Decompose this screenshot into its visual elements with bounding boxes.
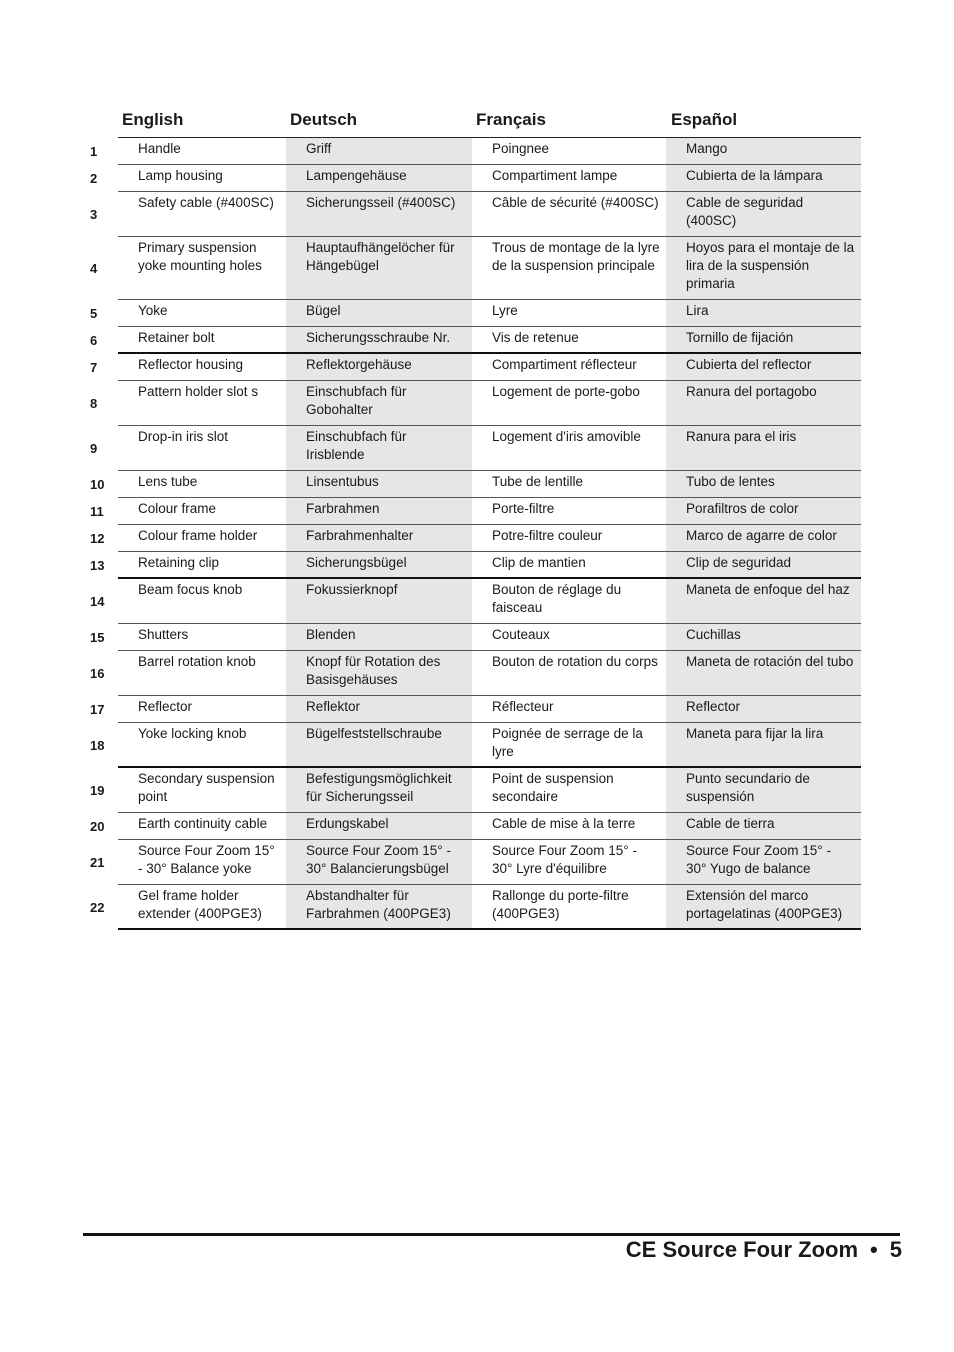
row-number: 21: [90, 855, 105, 870]
row-number: 9: [90, 441, 98, 456]
table-row: [84, 651, 861, 696]
cell-deutsch: Lampengehäuse: [286, 165, 472, 192]
cell-francais: Logement de porte-gobo: [492, 384, 640, 399]
cell-francais: Porte-filtre: [492, 501, 555, 516]
row-number: 3: [90, 207, 98, 222]
cell-espanol: Mango: [666, 138, 861, 165]
header-espanol: Español: [671, 110, 738, 129]
row-number: 13: [90, 558, 105, 573]
row-number: 7: [90, 360, 98, 375]
cell-english: Shutters: [138, 627, 189, 642]
row-number: 10: [90, 477, 105, 492]
cell-deutsch: Hauptaufhängelöcher für Hängebügel: [286, 237, 472, 300]
cell-english: Colour frame holder: [138, 528, 258, 543]
table-row: [84, 525, 861, 552]
cell-deutsch: Bügelfeststellschraube: [286, 723, 472, 768]
page-footer: [626, 1237, 902, 1263]
table-row: [84, 300, 861, 327]
table-row: [84, 885, 861, 930]
cell-english: Primary suspension yoke mounting holes: [138, 240, 262, 273]
cell-deutsch: Einschubfach für Irisblende: [286, 426, 472, 471]
cell-deutsch: Blenden: [286, 624, 472, 651]
cell-francais: Compartiment réflecteur: [492, 357, 637, 372]
cell-francais: Lyre: [492, 303, 518, 318]
cell-espanol: Maneta de enfoque del haz: [666, 579, 861, 624]
cell-espanol: Hoyos para el montaje de la lira de la suspensión primaria: [666, 237, 861, 300]
column-headers: [118, 110, 861, 134]
row-number: 5: [90, 306, 98, 321]
cell-francais: Vis de retenue: [492, 330, 579, 345]
table-row: [84, 579, 861, 624]
cell-deutsch: Reflektorgehäuse: [286, 354, 472, 381]
cell-deutsch: Farbrahmenhalter: [286, 525, 472, 552]
cell-deutsch: Source Four Zoom 15° - 30° Balancierungsbügel: [286, 840, 472, 885]
row-number: 2: [90, 171, 98, 186]
cell-espanol: Source Four Zoom 15° - 30° Yugo de balance: [666, 840, 861, 885]
cell-english: Barrel rotation knob: [138, 654, 256, 669]
row-number: 12: [90, 531, 105, 546]
cell-espanol: Maneta de rotación del tubo: [666, 651, 861, 696]
table-row: [84, 354, 861, 381]
header-english: English: [122, 110, 184, 129]
header-deutsch: Deutsch: [290, 110, 358, 129]
cell-francais: Câble de sécurité (#400SC): [492, 195, 659, 210]
cell-francais: Tube de lentille: [492, 474, 584, 489]
cell-deutsch: Erdungskabel: [286, 813, 472, 840]
cell-english: Beam focus knob: [138, 582, 243, 597]
cell-english: Reflector: [138, 699, 193, 714]
row-number: 8: [90, 396, 98, 411]
cell-english: Safety cable (#400SC): [138, 195, 274, 210]
cell-deutsch: Einschubfach für Gobohalter: [286, 381, 472, 426]
footer-bullet: •: [870, 1237, 878, 1262]
table-row: [84, 723, 861, 768]
table-row: [84, 552, 861, 579]
row-number: 16: [90, 666, 105, 681]
cell-deutsch: Befestigungsmöglichkeit für Sicherungsseil: [286, 768, 472, 813]
cell-francais: Logement d'iris amovible: [492, 429, 641, 444]
cell-deutsch: Griff: [286, 138, 472, 165]
table-row: [84, 165, 861, 192]
cell-deutsch: Linsentubus: [286, 471, 472, 498]
row-number: 17: [90, 702, 105, 717]
table-row: [84, 138, 861, 165]
cell-espanol: Reflector: [666, 696, 861, 723]
cell-espanol: Cable de tierra: [666, 813, 861, 840]
table-row: [84, 696, 861, 723]
cell-francais: Couteaux: [492, 627, 550, 642]
row-number: 11: [90, 504, 104, 519]
header-francais: Français: [476, 110, 546, 129]
row-number: 22: [90, 900, 105, 915]
row-number: 4: [90, 261, 98, 276]
cell-francais: Compartiment lampe: [492, 168, 618, 183]
cell-espanol: Clip de seguridad: [666, 552, 861, 579]
cell-english: Gel frame holder extender (400PGE3): [138, 888, 262, 921]
cell-deutsch: Sicherungsschraube Nr.: [286, 327, 472, 354]
cell-francais: Cable de mise à la terre: [492, 816, 636, 831]
row-number: 19: [90, 783, 105, 798]
cell-deutsch: Bügel: [286, 300, 472, 327]
cell-francais: Clip de mantien: [492, 555, 586, 570]
cell-francais: Rallonge du porte-filtre (400PGE3): [492, 888, 629, 921]
cell-english: Earth continuity cable: [138, 816, 268, 831]
cell-english: Lamp housing: [138, 168, 223, 183]
row-number: 15: [90, 630, 105, 645]
table-row: [84, 471, 861, 498]
cell-deutsch: Reflektor: [286, 696, 472, 723]
table-row: [84, 624, 861, 651]
table-row: [84, 813, 861, 840]
table-row: [84, 381, 861, 426]
cell-english: Lens tube: [138, 474, 198, 489]
row-number: 1: [90, 144, 98, 159]
cell-english: Retaining clip: [138, 555, 220, 570]
cell-espanol: Cable de seguridad (400SC): [666, 192, 861, 237]
cell-francais: Réflecteur: [492, 699, 554, 714]
cell-espanol: Cubierta del reflector: [666, 354, 861, 381]
cell-english: Yoke: [138, 303, 168, 318]
footer-title: CE Source Four Zoom: [625, 1237, 859, 1262]
cell-english: Pattern holder slot s: [138, 384, 259, 399]
cell-english: Drop-in iris slot: [138, 429, 229, 444]
row-number: 14: [90, 594, 105, 609]
cell-espanol: Tubo de lentes: [666, 471, 861, 498]
cell-francais: Point de suspension secondaire: [492, 771, 614, 804]
cell-espanol: Marco de agarre de color: [666, 525, 861, 552]
cell-english: Reflector housing: [138, 357, 244, 372]
footer-rule: [83, 1233, 900, 1236]
cell-espanol: Lira: [666, 300, 861, 327]
cell-espanol: Extensión del marco portagelatinas (400PGE3): [666, 885, 861, 930]
cell-deutsch: Sicherungsseil (#400SC): [286, 192, 472, 237]
cell-english: Secondary suspension point: [138, 771, 275, 804]
cell-espanol: Porafiltros de color: [666, 498, 861, 525]
cell-espanol: Maneta para fijar la lira: [666, 723, 861, 768]
cell-francais: Poingnee: [492, 141, 550, 156]
table-row: [84, 192, 861, 237]
cell-deutsch: Fokussierknopf: [286, 579, 472, 624]
cell-francais: Poignée de serrage de la lyre: [492, 726, 643, 759]
cell-espanol: Cuchillas: [666, 624, 861, 651]
row-number: 6: [90, 333, 98, 348]
cell-english: Retainer bolt: [138, 330, 215, 345]
cell-espanol: Ranura para el iris: [666, 426, 861, 471]
page-number: 5: [889, 1237, 902, 1262]
cell-francais: Bouton de rotation du corps: [492, 654, 658, 669]
cell-francais: Potre-filtre couleur: [492, 528, 603, 543]
cell-english: Yoke locking knob: [138, 726, 247, 741]
table-row: [84, 840, 861, 885]
table-row: [84, 327, 861, 354]
cell-espanol: Tornillo de fijación: [666, 327, 861, 354]
table-row: [84, 768, 861, 813]
cell-deutsch: Knopf für Rotation des Basisgehäuses: [286, 651, 472, 696]
cell-english: Handle: [138, 141, 181, 156]
cell-francais: Source Four Zoom 15° - 30° Lyre d'équilibre: [492, 843, 637, 876]
cell-espanol: Punto secundario de suspensión: [666, 768, 861, 813]
parts-table: [84, 138, 861, 930]
row-number: 20: [90, 819, 105, 834]
cell-english: Source Four Zoom 15° - 30° Balance yoke: [138, 843, 275, 876]
cell-francais: Trous de montage de la lyre de la suspension principale: [492, 240, 660, 273]
table-row: [84, 237, 861, 300]
cell-english: Colour frame: [138, 501, 217, 516]
cell-espanol: Cubierta de la lámpara: [666, 165, 861, 192]
cell-francais: Bouton de réglage du faisceau: [492, 582, 622, 615]
table-row: [84, 498, 861, 525]
row-number: 18: [90, 738, 105, 753]
cell-espanol: Ranura del portagobo: [666, 381, 861, 426]
cell-deutsch: Farbrahmen: [286, 498, 472, 525]
table-row: [84, 426, 861, 471]
cell-deutsch: Abstandhalter für Farbrahmen (400PGE3): [286, 885, 472, 930]
cell-deutsch: Sicherungsbügel: [286, 552, 472, 579]
